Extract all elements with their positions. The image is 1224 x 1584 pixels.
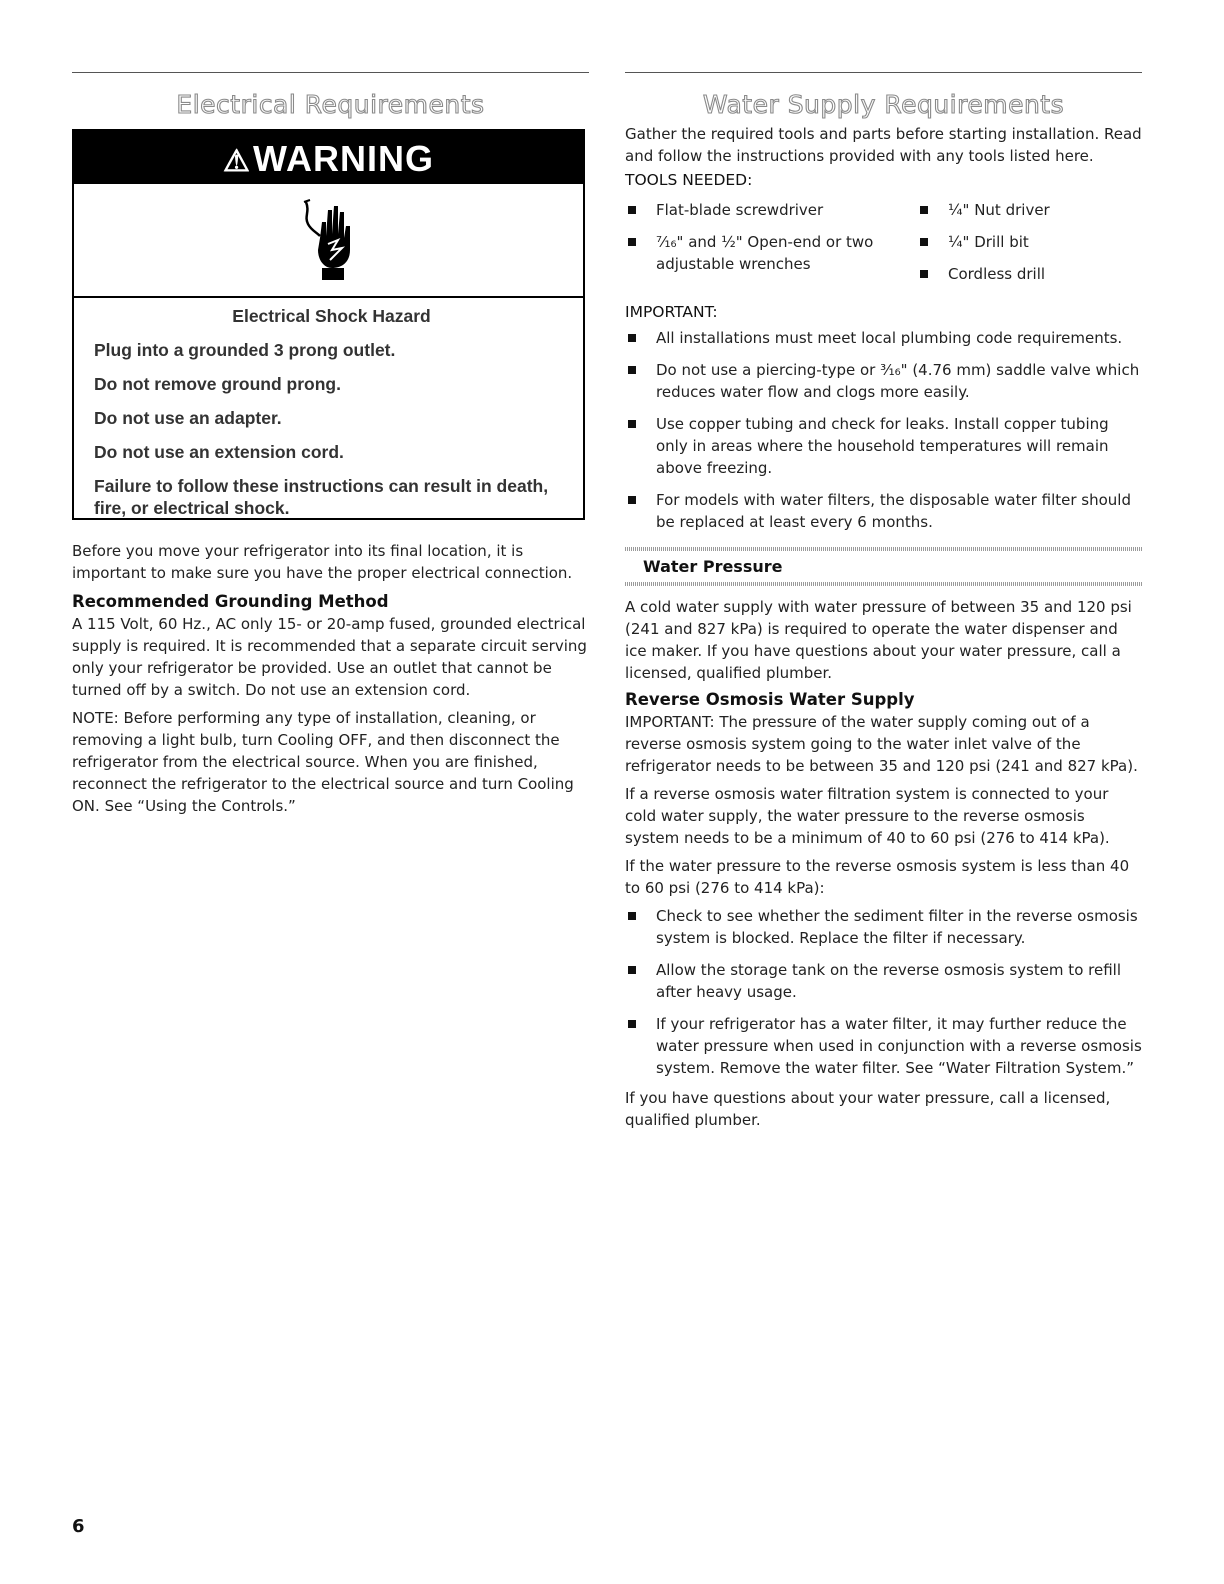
ro-text: If a reverse osmosis water filtration system is connected to your cold water supply, the water pressure to the reverse osmosis system needs to be a minimum of 40 to 60 psi (276 to 414 kPa). [625,785,1110,847]
tools-list [625,199,1142,301]
tools-heading: TOOLS NEEDED: [625,171,753,189]
important-heading: IMPORTANT: [625,303,718,321]
list-item: All installations must meet local plumbing code requirements. [625,327,1142,349]
warning-header-text: WARNING [252,138,434,179]
list-item: Flat-blade screwdriver [625,199,895,221]
ro-important: IMPORTANT: The pressure of the water supply coming out of a reverse osmosis system going to the water inlet valve of the refrigerator needs to be between 35 and 120 psi (241 and 827 kPa). [625,713,1138,775]
warning-line: Do not use an extension cord. [94,442,344,462]
warning-line: Plug into a grounded 3 prong outlet. [94,340,396,360]
list-item: ¼" Nut driver [917,199,1142,221]
section-rule [625,72,1142,73]
warning-box [72,129,585,520]
water-pressure-heading: Water Pressure [643,557,783,576]
list-item: ⁷⁄₁₆" and ½" Open-end or two adjustable wrenches [625,231,895,275]
electric-shock-hand-icon [302,198,356,282]
warning-header [74,131,583,184]
list-item: Cordless drill [917,263,1142,285]
list-item: Check to see whether the sediment filter in the reverse osmosis system is blocked. Replace the filter if necessary. [625,905,1142,949]
dotted-divider [625,582,1142,586]
warning-line: Do not remove ground prong. [94,374,341,394]
list-item: ¼" Drill bit [917,231,1142,253]
pressure-text: A cold water supply with water pressure of between 35 and 120 psi (241 and 827 kPa) is required to operate the water dispenser and ice maker. If you have questions about your water pressure, call a licensed, qualified plumber. [625,598,1132,682]
ro-text: If the water pressure to the reverse osmosis system is less than 40 to 60 psi (276 to 414 kPa): [625,857,1130,897]
note-text: NOTE: Before performing any type of installation, cleaning, or removing a light bulb, turn Cooling OFF, and then disconnect the refrigerator from the electrical source. When you are finished, reconnect the refrigerator to the electrical source and turn Cooling ON. See “Using the Controls.” [72,709,574,815]
warning-line: Failure to follow these instructions can result in death, fire, or electrical shock. [94,476,549,518]
water-supply-requirements-title: Water Supply Requirements [702,90,1065,119]
warning-pictogram-area [74,184,583,298]
grounding-text: A 115 Volt, 60 Hz., AC only 15- or 20-amp fused, grounded electrical supply is required. It is recommended that a separate circuit serving only your refrigerator be provided. Use an outlet that cannot be turned off by a switch. Do not use an extension cord. [72,615,587,699]
list-item: Do not use a piercing-type or ³⁄₁₆" (4.76 mm) saddle valve which reduces water flow and clogs more easily. [625,359,1142,403]
list-item: For models with water filters, the disposable water filter should be replaced at least every 6 months. [625,489,1142,533]
closing-text: If you have questions about your water pressure, call a licensed, qualified plumber. [625,1089,1111,1129]
section-rule [72,72,589,73]
warning-triangle-icon: ⚠ [223,145,251,178]
list-item: Use copper tubing and check for leaks. Install copper tubing only in areas where the household temperatures will remain above freezing. [625,413,1142,479]
electrical-requirements-title: Electrical Requirements [176,90,485,119]
ro-heading: Reverse Osmosis Water Supply [625,690,915,709]
hazard-title: Electrical Shock Hazard [232,306,431,326]
water-intro: Gather the required tools and parts before starting installation. Read and follow the instructions provided with any tools listed here. [625,125,1142,165]
list-item: If your refrigerator has a water filter, it may further reduce the water pressure when used in conjunction with a reverse osmosis system. Remove the water filter. See “Water Filtration System.” [625,1013,1142,1079]
warning-line: Do not use an adapter. [94,408,282,428]
dotted-divider [625,547,1142,551]
page-number: 6 [72,1516,85,1537]
grounding-heading: Recommended Grounding Method [72,592,389,611]
electrical-intro: Before you move your refrigerator into its final location, it is important to make sure you have the proper electrical connection. [72,542,573,582]
list-item: Allow the storage tank on the reverse osmosis system to refill after heavy usage. [625,959,1142,1003]
